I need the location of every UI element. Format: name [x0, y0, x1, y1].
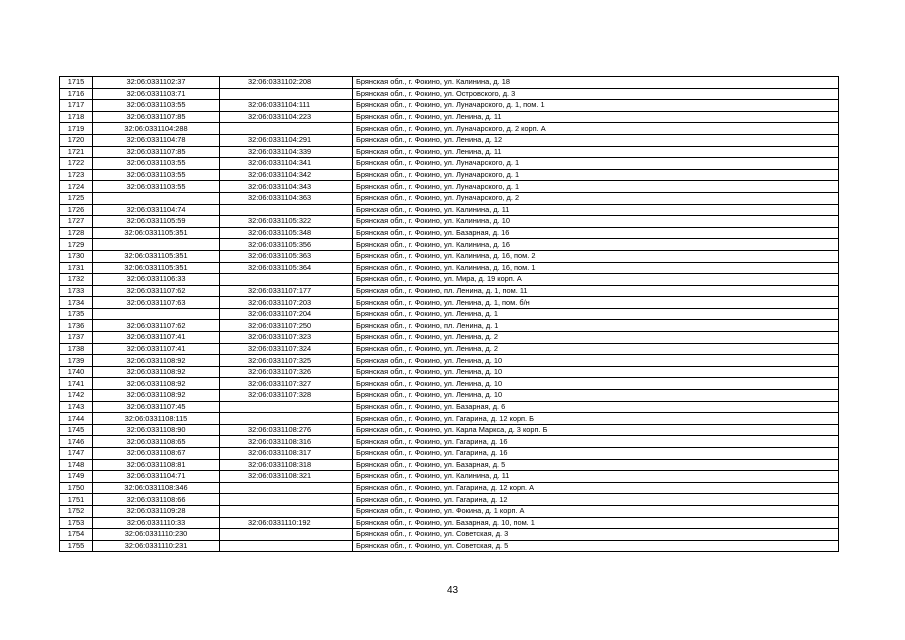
object-number-cell: 32:06:0331107:325: [220, 355, 353, 367]
address-cell: Брянская обл., г. Фокино, ул. Гагарина, д. 12 корп. А: [353, 482, 839, 494]
address-cell: Брянская обл., г. Фокино, ул. Ленина, д. 10: [353, 355, 839, 367]
parcel-number-cell: 32:06:0331108:81: [93, 459, 220, 471]
row-number-cell: 1753: [60, 517, 93, 529]
parcel-number-cell: 32:06:0331108:92: [93, 366, 220, 378]
parcel-number-cell: 32:06:0331103:55: [93, 158, 220, 170]
object-number-cell: 32:06:0331107:203: [220, 297, 353, 309]
table-row: [60, 378, 839, 390]
row-number-cell: 1730: [60, 250, 93, 262]
parcel-number-cell: 32:06:0331108:67: [93, 448, 220, 460]
table-row: [60, 482, 839, 494]
row-number-cell: 1729: [60, 239, 93, 251]
object-number-cell: 32:06:0331104:341: [220, 158, 353, 170]
table-row: [60, 250, 839, 262]
parcel-number-cell: 32:06:0331107:62: [93, 320, 220, 332]
parcel-number-cell: [93, 308, 220, 320]
address-cell: Брянская обл., г. Фокино, ул. Луначарского, д. 2 корп. А: [353, 123, 839, 135]
row-number-cell: 1721: [60, 146, 93, 158]
parcel-number-cell: 32:06:0331108:92: [93, 378, 220, 390]
row-number-cell: 1739: [60, 355, 93, 367]
table-body: [60, 77, 839, 552]
row-number-cell: 1722: [60, 158, 93, 170]
address-cell: Брянская обл., г. Фокино, ул. Гагарина, д. 16: [353, 448, 839, 460]
object-number-cell: [220, 505, 353, 517]
table-row: [60, 332, 839, 344]
parcel-number-cell: 32:06:0331107:85: [93, 111, 220, 123]
parcel-number-cell: 32:06:0331104:74: [93, 204, 220, 216]
object-number-cell: [220, 123, 353, 135]
object-number-cell: [220, 494, 353, 506]
object-number-cell: 32:06:0331105:363: [220, 250, 353, 262]
object-number-cell: 32:06:0331102:208: [220, 77, 353, 89]
row-number-cell: 1743: [60, 401, 93, 413]
row-number-cell: 1738: [60, 343, 93, 355]
object-number-cell: 32:06:0331104:342: [220, 169, 353, 181]
object-number-cell: 32:06:0331105:322: [220, 216, 353, 228]
object-number-cell: [220, 88, 353, 100]
address-cell: Брянская обл., г. Фокино, ул. Луначарского, д. 1: [353, 158, 839, 170]
address-cell: Брянская обл., г. Фокино, ул. Базарная, д. 5: [353, 459, 839, 471]
object-number-cell: 32:06:0331107:250: [220, 320, 353, 332]
table-row: [60, 448, 839, 460]
row-number-cell: 1752: [60, 505, 93, 517]
table-row: [60, 146, 839, 158]
address-cell: Брянская обл., г. Фокино, ул. Мира, д. 19 корп. А: [353, 274, 839, 286]
address-cell: Брянская обл., г. Фокино, ул. Ленина, д. 2: [353, 343, 839, 355]
table-row: [60, 355, 839, 367]
object-number-cell: [220, 204, 353, 216]
row-number-cell: 1733: [60, 285, 93, 297]
table-row: [60, 192, 839, 204]
row-number-cell: 1740: [60, 366, 93, 378]
table-row: [60, 436, 839, 448]
parcel-number-cell: 32:06:0331108:92: [93, 355, 220, 367]
parcel-number-cell: 32:06:0331106:33: [93, 274, 220, 286]
row-number-cell: 1715: [60, 77, 93, 89]
object-number-cell: [220, 482, 353, 494]
table-row: [60, 390, 839, 402]
address-cell: Брянская обл., г. Фокино, ул. Ленина, д. 10: [353, 390, 839, 402]
table-row: [60, 204, 839, 216]
parcel-number-cell: 32:06:0331104:288: [93, 123, 220, 135]
parcel-number-cell: 32:06:0331108:66: [93, 494, 220, 506]
address-cell: Брянская обл., г. Фокино, ул. Луначарского, д. 1: [353, 181, 839, 193]
address-cell: Брянская обл., г. Фокино, ул. Калинина, д. 16, пом. 2: [353, 250, 839, 262]
table-row: [60, 413, 839, 425]
address-cell: Брянская обл., г. Фокино, пл. Ленина, д. 1, пом. 11: [353, 285, 839, 297]
object-number-cell: 32:06:0331105:364: [220, 262, 353, 274]
row-number-cell: 1746: [60, 436, 93, 448]
table-row: [60, 134, 839, 146]
object-number-cell: 32:06:0331107:324: [220, 343, 353, 355]
address-cell: Брянская обл., г. Фокино, пл. Ленина, д. 1: [353, 320, 839, 332]
cadastral-table: [59, 76, 839, 552]
parcel-number-cell: 32:06:0331105:59: [93, 216, 220, 228]
parcel-number-cell: 32:06:0331103:71: [93, 88, 220, 100]
object-number-cell: 32:06:0331104:363: [220, 192, 353, 204]
parcel-number-cell: 32:06:0331108:65: [93, 436, 220, 448]
row-number-cell: 1717: [60, 100, 93, 112]
object-number-cell: 32:06:0331108:316: [220, 436, 353, 448]
object-number-cell: 32:06:0331104:339: [220, 146, 353, 158]
row-number-cell: 1724: [60, 181, 93, 193]
table-row: [60, 401, 839, 413]
parcel-number-cell: [93, 239, 220, 251]
parcel-number-cell: 32:06:0331110:231: [93, 540, 220, 552]
table-row: [60, 123, 839, 135]
address-cell: Брянская обл., г. Фокино, ул. Гагарина, д. 12 корп. Б: [353, 413, 839, 425]
object-number-cell: 32:06:0331105:348: [220, 227, 353, 239]
parcel-number-cell: [93, 192, 220, 204]
object-number-cell: 32:06:0331108:317: [220, 448, 353, 460]
address-cell: Брянская обл., г. Фокино, ул. Луначарского, д. 1: [353, 169, 839, 181]
row-number-cell: 1754: [60, 529, 93, 541]
row-number-cell: 1736: [60, 320, 93, 332]
address-cell: Брянская обл., г. Фокино, ул. Островского, д. 3: [353, 88, 839, 100]
table-row: [60, 424, 839, 436]
object-number-cell: 32:06:0331107:323: [220, 332, 353, 344]
row-number-cell: 1755: [60, 540, 93, 552]
parcel-number-cell: 32:06:0331104:78: [93, 134, 220, 146]
row-number-cell: 1744: [60, 413, 93, 425]
table-row: [60, 169, 839, 181]
parcel-number-cell: 32:06:0331107:63: [93, 297, 220, 309]
table-row: [60, 494, 839, 506]
parcel-number-cell: 32:06:0331108:92: [93, 390, 220, 402]
object-number-cell: [220, 274, 353, 286]
parcel-number-cell: 32:06:0331107:41: [93, 343, 220, 355]
parcel-number-cell: 32:06:0331110:33: [93, 517, 220, 529]
address-cell: Брянская обл., г. Фокино, ул. Ленина, д. 2: [353, 332, 839, 344]
table-row: [60, 471, 839, 483]
address-cell: Брянская обл., г. Фокино, ул. Фокина, д. 1 корп. А: [353, 505, 839, 517]
address-cell: Брянская обл., г. Фокино, ул. Ленина, д. 12: [353, 134, 839, 146]
address-cell: Брянская обл., г. Фокино, ул. Ленина, д. 1: [353, 308, 839, 320]
object-number-cell: 32:06:0331108:318: [220, 459, 353, 471]
row-number-cell: 1732: [60, 274, 93, 286]
row-number-cell: 1741: [60, 378, 93, 390]
table-row: [60, 366, 839, 378]
object-number-cell: 32:06:0331108:321: [220, 471, 353, 483]
row-number-cell: 1725: [60, 192, 93, 204]
table-row: [60, 227, 839, 239]
table-row: [60, 308, 839, 320]
row-number-cell: 1745: [60, 424, 93, 436]
row-number-cell: 1720: [60, 134, 93, 146]
address-cell: Брянская обл., г. Фокино, ул. Ленина, д. 11: [353, 111, 839, 123]
row-number-cell: 1728: [60, 227, 93, 239]
row-number-cell: 1748: [60, 459, 93, 471]
object-number-cell: 32:06:0331104:343: [220, 181, 353, 193]
address-cell: Брянская обл., г. Фокино, ул. Ленина, д. 1, пом. б/н: [353, 297, 839, 309]
table-row: [60, 285, 839, 297]
object-number-cell: 32:06:0331105:356: [220, 239, 353, 251]
address-cell: Брянская обл., г. Фокино, ул. Карла Маркса, д. 3 корп. Б: [353, 424, 839, 436]
object-number-cell: 32:06:0331107:326: [220, 366, 353, 378]
row-number-cell: 1723: [60, 169, 93, 181]
row-number-cell: 1747: [60, 448, 93, 460]
table-row: [60, 100, 839, 112]
parcel-number-cell: 32:06:0331107:62: [93, 285, 220, 297]
table-row: [60, 517, 839, 529]
object-number-cell: 32:06:0331107:328: [220, 390, 353, 402]
parcel-number-cell: 32:06:0331110:230: [93, 529, 220, 541]
address-cell: Брянская обл., г. Фокино, ул. Калинина, д. 16: [353, 239, 839, 251]
row-number-cell: 1737: [60, 332, 93, 344]
object-number-cell: [220, 401, 353, 413]
parcel-number-cell: 32:06:0331105:351: [93, 250, 220, 262]
parcel-number-cell: 32:06:0331108:90: [93, 424, 220, 436]
table-row: [60, 529, 839, 541]
address-cell: Брянская обл., г. Фокино, ул. Советская, д. 3: [353, 529, 839, 541]
object-number-cell: 32:06:0331107:177: [220, 285, 353, 297]
table-row: [60, 158, 839, 170]
address-cell: Брянская обл., г. Фокино, ул. Калинина, д. 11: [353, 471, 839, 483]
parcel-number-cell: 32:06:0331103:55: [93, 100, 220, 112]
address-cell: Брянская обл., г. Фокино, ул. Базарная, д. 10, пом. 1: [353, 517, 839, 529]
table-row: [60, 297, 839, 309]
parcel-number-cell: 32:06:0331107:41: [93, 332, 220, 344]
parcel-number-cell: 32:06:0331109:28: [93, 505, 220, 517]
object-number-cell: 32:06:0331108:276: [220, 424, 353, 436]
table-row: [60, 459, 839, 471]
address-cell: Брянская обл., г. Фокино, ул. Ленина, д. 11: [353, 146, 839, 158]
table-row: [60, 111, 839, 123]
row-number-cell: 1716: [60, 88, 93, 100]
table-row: [60, 239, 839, 251]
object-number-cell: 32:06:0331107:204: [220, 308, 353, 320]
parcel-number-cell: 32:06:0331107:85: [93, 146, 220, 158]
parcel-number-cell: 32:06:0331102:37: [93, 77, 220, 89]
parcel-number-cell: 32:06:0331103:55: [93, 181, 220, 193]
parcel-number-cell: 32:06:0331103:55: [93, 169, 220, 181]
address-cell: Брянская обл., г. Фокино, ул. Луначарского, д. 1, пом. 1: [353, 100, 839, 112]
address-cell: Брянская обл., г. Фокино, ул. Базарная, д. 6: [353, 401, 839, 413]
table-row: [60, 216, 839, 228]
row-number-cell: 1731: [60, 262, 93, 274]
parcel-number-cell: 32:06:0331105:351: [93, 227, 220, 239]
row-number-cell: 1750: [60, 482, 93, 494]
object-number-cell: [220, 529, 353, 541]
object-number-cell: 32:06:0331110:192: [220, 517, 353, 529]
table-row: [60, 343, 839, 355]
parcel-number-cell: 32:06:0331108:346: [93, 482, 220, 494]
row-number-cell: 1718: [60, 111, 93, 123]
object-number-cell: 32:06:0331104:111: [220, 100, 353, 112]
address-cell: Брянская обл., г. Фокино, ул. Калинина, д. 11: [353, 204, 839, 216]
address-cell: Брянская обл., г. Фокино, ул. Базарная, д. 16: [353, 227, 839, 239]
table-row: [60, 320, 839, 332]
object-number-cell: 32:06:0331104:291: [220, 134, 353, 146]
address-cell: Брянская обл., г. Фокино, ул. Гагарина, д. 16: [353, 436, 839, 448]
parcel-number-cell: 32:06:0331104:71: [93, 471, 220, 483]
object-number-cell: 32:06:0331104:223: [220, 111, 353, 123]
object-number-cell: 32:06:0331107:327: [220, 378, 353, 390]
address-cell: Брянская обл., г. Фокино, ул. Луначарского, д. 2: [353, 192, 839, 204]
row-number-cell: 1719: [60, 123, 93, 135]
row-number-cell: 1726: [60, 204, 93, 216]
address-cell: Брянская обл., г. Фокино, ул. Ленина, д. 10: [353, 366, 839, 378]
table-row: [60, 88, 839, 100]
object-number-cell: [220, 413, 353, 425]
table-row: [60, 262, 839, 274]
row-number-cell: 1742: [60, 390, 93, 402]
row-number-cell: 1749: [60, 471, 93, 483]
parcel-number-cell: 32:06:0331107:45: [93, 401, 220, 413]
address-cell: Брянская обл., г. Фокино, ул. Ленина, д. 10: [353, 378, 839, 390]
address-cell: Брянская обл., г. Фокино, ул. Калинина, д. 18: [353, 77, 839, 89]
row-number-cell: 1727: [60, 216, 93, 228]
page-number: 43: [446, 585, 459, 596]
address-cell: Брянская обл., г. Фокино, ул. Калинина, д. 16, пом. 1: [353, 262, 839, 274]
address-cell: Брянская обл., г. Фокино, ул. Калинина, д. 10: [353, 216, 839, 228]
table-row: [60, 181, 839, 193]
address-cell: Брянская обл., г. Фокино, ул. Советская, д. 5: [353, 540, 839, 552]
parcel-number-cell: 32:06:0331108:115: [93, 413, 220, 425]
row-number-cell: 1735: [60, 308, 93, 320]
row-number-cell: 1751: [60, 494, 93, 506]
table-row: [60, 77, 839, 89]
table-row: [60, 505, 839, 517]
row-number-cell: 1734: [60, 297, 93, 309]
address-cell: Брянская обл., г. Фокино, ул. Гагарина, д. 12: [353, 494, 839, 506]
table-row: [60, 540, 839, 552]
parcel-number-cell: 32:06:0331105:351: [93, 262, 220, 274]
object-number-cell: [220, 540, 353, 552]
table-row: [60, 274, 839, 286]
